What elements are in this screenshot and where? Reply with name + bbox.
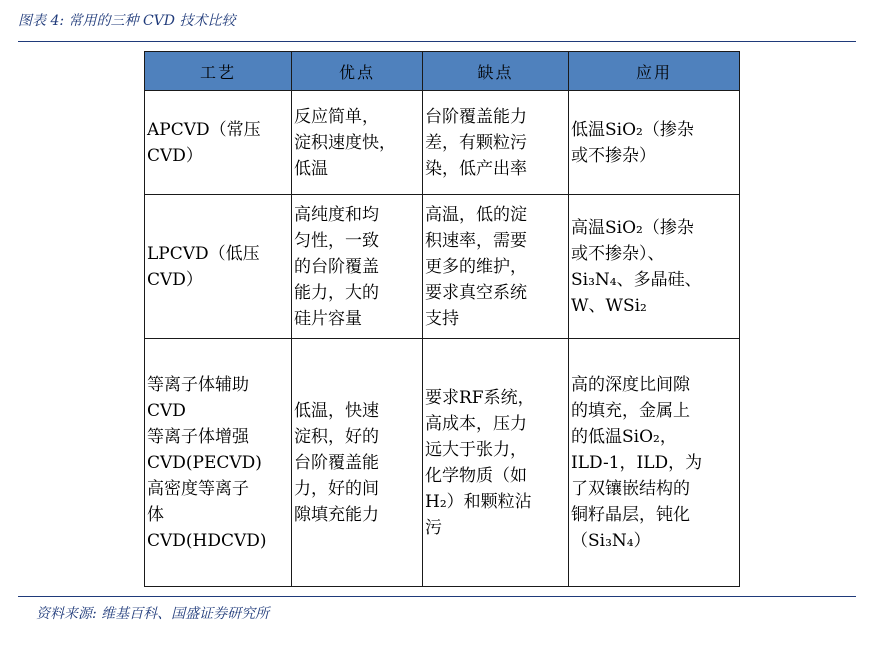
applications-cell xyxy=(569,195,740,339)
cell-text-line: 更多的维护， xyxy=(425,256,527,277)
cell-text-line: 高温SiO₂（掺杂 xyxy=(571,217,694,238)
cell-text-line: ILD-1，ILD，为 xyxy=(571,452,703,473)
cell-text-line: 积速率，需要 xyxy=(425,230,527,251)
cell-text-line: 台阶覆盖能 xyxy=(294,452,379,473)
cell-text-line: 高的深度比间隙 xyxy=(571,374,690,395)
cell-text-line: 要求RF系统， xyxy=(425,387,535,408)
header-cons: 缺点 xyxy=(423,52,569,91)
cell-text-line: CVD xyxy=(147,400,186,421)
cell-text-line: 匀性，一致 xyxy=(294,230,379,251)
cell-text-line: W、WSi₂ xyxy=(571,295,647,316)
cell-text-line: 淀积，好的 xyxy=(294,426,379,447)
cons-cell xyxy=(423,339,569,587)
bottom-rule xyxy=(18,596,856,597)
cell-text-line: 力，好的间 xyxy=(294,478,379,499)
cell-text-line: 要求真空系统 xyxy=(425,282,527,303)
cell-text-line: 染，低产出率 xyxy=(425,158,527,179)
applications-cell xyxy=(569,339,740,587)
cell-text-line: 化学物质（如 xyxy=(425,465,527,486)
cell-text-line: 高成本，压力 xyxy=(425,413,527,434)
figure-caption: 图表 4: 常用的三种 CVD 技术比较 xyxy=(18,13,236,29)
process-cell xyxy=(145,339,292,587)
cell-text-line: Si₃N₄、多晶硅、 xyxy=(571,269,702,290)
cons-cell xyxy=(423,91,569,195)
cell-text-line: 污 xyxy=(425,517,442,538)
cons-cell xyxy=(423,195,569,339)
table-header-row xyxy=(145,52,740,91)
cell-text-line: （Si₃N₄） xyxy=(571,530,651,551)
header-pros: 优点 xyxy=(292,52,423,91)
pros-cell xyxy=(292,195,423,339)
process-cell xyxy=(145,91,292,195)
cell-text-line: 等离子体增强 xyxy=(147,426,249,447)
cell-text-line: 反应简单， xyxy=(294,106,379,127)
source-note: 资料来源: 维基百科、国盛证券研究所 xyxy=(36,606,270,622)
cell-text-line: 铜籽晶层，钝化 xyxy=(571,504,690,525)
cell-text-line: 台阶覆盖能力 xyxy=(425,106,527,127)
cell-text-line: 高温，低的淀 xyxy=(425,204,527,225)
cell-text-line: 低温 xyxy=(294,158,328,179)
applications-cell xyxy=(569,91,740,195)
cell-text-line: 的填充，金属上 xyxy=(571,400,690,421)
cell-text-line: 的低温SiO₂， xyxy=(571,426,677,447)
cell-text-line: 硅片容量 xyxy=(294,308,362,329)
cell-text-line: 低温SiO₂（掺杂 xyxy=(571,119,694,140)
cell-text-line: 体 xyxy=(147,504,164,525)
cell-text-line: 高纯度和均 xyxy=(294,204,379,225)
cell-text-line: 或不掺杂）、 xyxy=(571,243,665,264)
table-row xyxy=(145,91,740,195)
cell-text-line: 能力，大的 xyxy=(294,282,379,303)
cell-text-line: 等离子体辅助 xyxy=(147,374,249,395)
cvd-comparison-table xyxy=(144,51,740,587)
cell-text-line: CVD） xyxy=(147,145,203,166)
cell-text-line: 支持 xyxy=(425,308,459,329)
pros-cell xyxy=(292,339,423,587)
cell-text-line: 的台阶覆盖 xyxy=(294,256,379,277)
cell-text-line: 差，有颗粒污 xyxy=(425,132,527,153)
process-cell xyxy=(145,195,292,339)
cell-text-line: LPCVD（低压 xyxy=(147,243,260,264)
header-applications: 应用 xyxy=(569,52,740,91)
table-row xyxy=(145,195,740,339)
cell-text-line: 隙填充能力 xyxy=(294,504,379,525)
cell-text-line: 淀积速度快， xyxy=(294,132,396,153)
cell-text-line: CVD） xyxy=(147,269,203,290)
cell-text-line: 低温，快速 xyxy=(294,400,379,421)
cell-text-line: CVD(PECVD) xyxy=(147,452,262,473)
cell-text-line: 远大于张力， xyxy=(425,439,527,460)
header-process: 工艺 xyxy=(145,52,292,91)
pros-cell xyxy=(292,91,423,195)
top-rule xyxy=(18,41,856,42)
table-row xyxy=(145,339,740,587)
cell-text-line: H₂）和颗粒沾 xyxy=(425,491,532,512)
cell-text-line: 了双镶嵌结构的 xyxy=(571,478,690,499)
cell-text-line: 高密度等离子 xyxy=(147,478,249,499)
cell-text-line: 或不掺杂） xyxy=(571,145,656,166)
cell-text-line: APCVD（常压 xyxy=(147,119,261,140)
cell-text-line: CVD(HDCVD) xyxy=(147,530,267,551)
